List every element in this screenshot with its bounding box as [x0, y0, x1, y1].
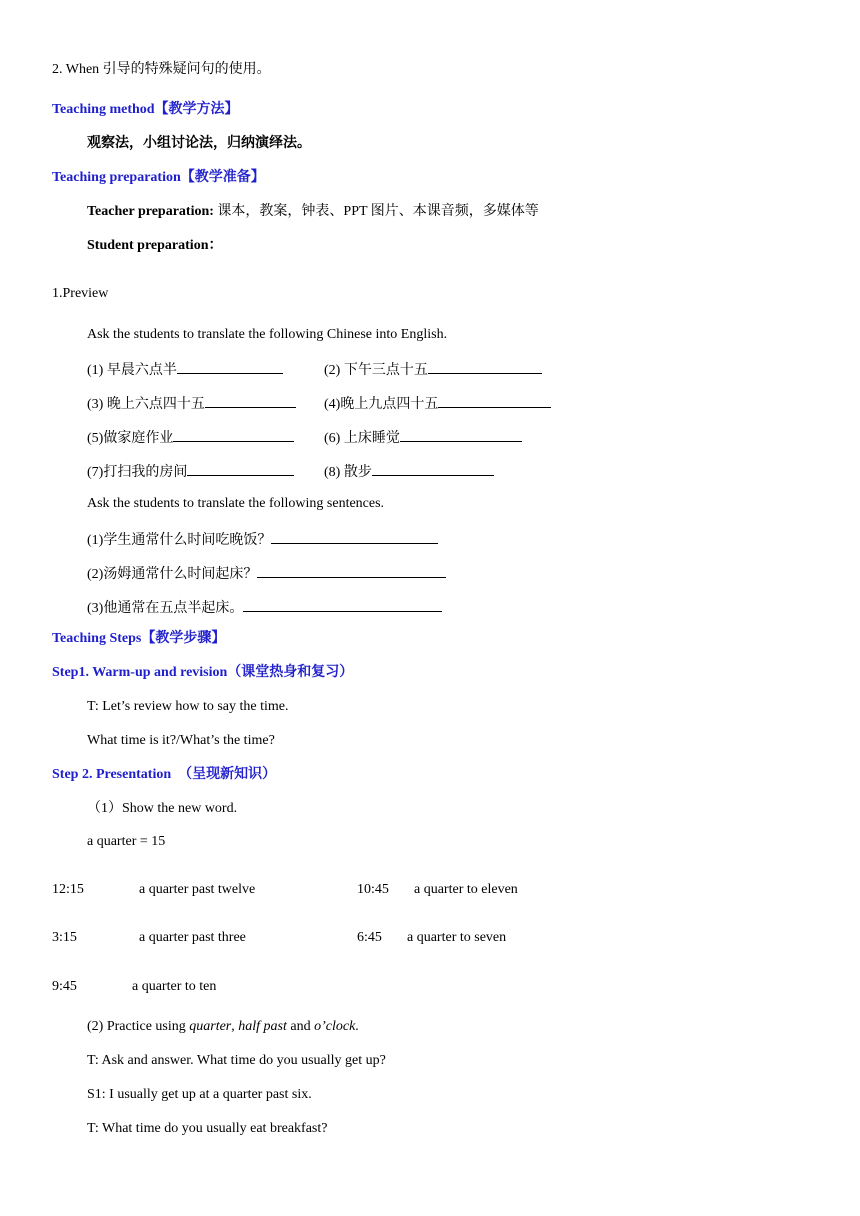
translate-item: (7)打扫我的房间 [87, 461, 294, 482]
time-value: 9:45 [52, 979, 77, 994]
answer-blank [271, 529, 438, 544]
answer-blank [372, 461, 494, 476]
translate-item: (5)做家庭作业 [87, 427, 294, 448]
method-content: 观察法，小组讨论法，归纳演绎法。 [87, 136, 311, 151]
answer-blank [173, 427, 294, 442]
answer-blank [177, 359, 283, 374]
time-expression: a quarter to eleven [414, 882, 518, 897]
translate-item: (4)晚上九点四十五 [324, 393, 551, 414]
student-preparation-label: Student preparation： [87, 238, 223, 253]
teacher-preparation [87, 203, 539, 221]
translate-item: (6) 上床睡觉 [324, 427, 522, 448]
time-expression: a quarter to ten [132, 979, 217, 994]
answer-blank [243, 597, 442, 612]
preview-instruction: Ask the students to translate the following sentences. [87, 496, 385, 511]
preview-heading: 1.Preview [52, 286, 109, 301]
time-value: 6:45 [357, 930, 382, 945]
step1-title: Step1. Warm-up and revision（课堂热身和复习） [52, 665, 354, 680]
step2-title: Step 2. Presentation （呈现新知识） [52, 767, 277, 782]
sentence-item: (2)汤姆通常什么时间起床？ [87, 563, 446, 584]
time-value: 3:15 [52, 930, 77, 945]
method-heading: Teaching method【教学方法】 [52, 102, 239, 117]
preview-instruction: Ask the students to translate the following Chinese into English. [87, 327, 448, 342]
translate-item: (2) 下午三点十五 [324, 359, 542, 380]
step1-line: T: Let’s review how to say the time. [87, 699, 289, 714]
answer-blank [428, 359, 542, 374]
answer-blank [187, 461, 294, 476]
time-expression: a quarter past three [139, 930, 246, 945]
dialog-line: T: Ask and answer. What time do you usually get up? [87, 1053, 386, 1068]
dialog-line: T: What time do you usually eat breakfast? [87, 1121, 328, 1136]
answer-blank [438, 393, 551, 408]
step2-definition: a quarter = 15 [87, 834, 166, 849]
steps-heading: Teaching Steps【教学步骤】 [52, 631, 226, 646]
time-value: 12:15 [52, 882, 84, 897]
teacher-preparation-value: 课本，教案，钟表、PPT 图片、本课音频，多媒体等 [213, 204, 539, 219]
preparation-heading: Teaching preparation【教学准备】 [52, 170, 265, 185]
time-expression: a quarter to seven [407, 930, 507, 945]
sentence-item: (1)学生通常什么时间吃晚饭？ [87, 529, 438, 550]
objective-item: 2. When 引导的特殊疑问句的使用。 [52, 62, 271, 77]
answer-blank [400, 427, 522, 442]
answer-blank [257, 563, 446, 578]
dialog-line: S1: I usually get up at a quarter past six. [87, 1087, 312, 1102]
answer-blank [205, 393, 296, 408]
practice-line: (2) Practice using quarter, half past and o’clock. [87, 1019, 359, 1034]
step1-line: What time is it?/What’s the time? [87, 733, 275, 748]
translate-item: (8) 散步 [324, 461, 494, 482]
translate-item: (3) 晚上六点四十五 [87, 393, 296, 414]
translate-item: (1) 早晨六点半 [87, 359, 283, 380]
time-value: 10:45 [357, 882, 389, 897]
time-expression: a quarter past twelve [139, 882, 256, 897]
teacher-preparation-label: Teacher preparation: [87, 204, 214, 219]
sentence-item: (3)他通常在五点半起床。 [87, 597, 442, 618]
step2-subtitle: （1）Show the new word. [87, 801, 238, 816]
